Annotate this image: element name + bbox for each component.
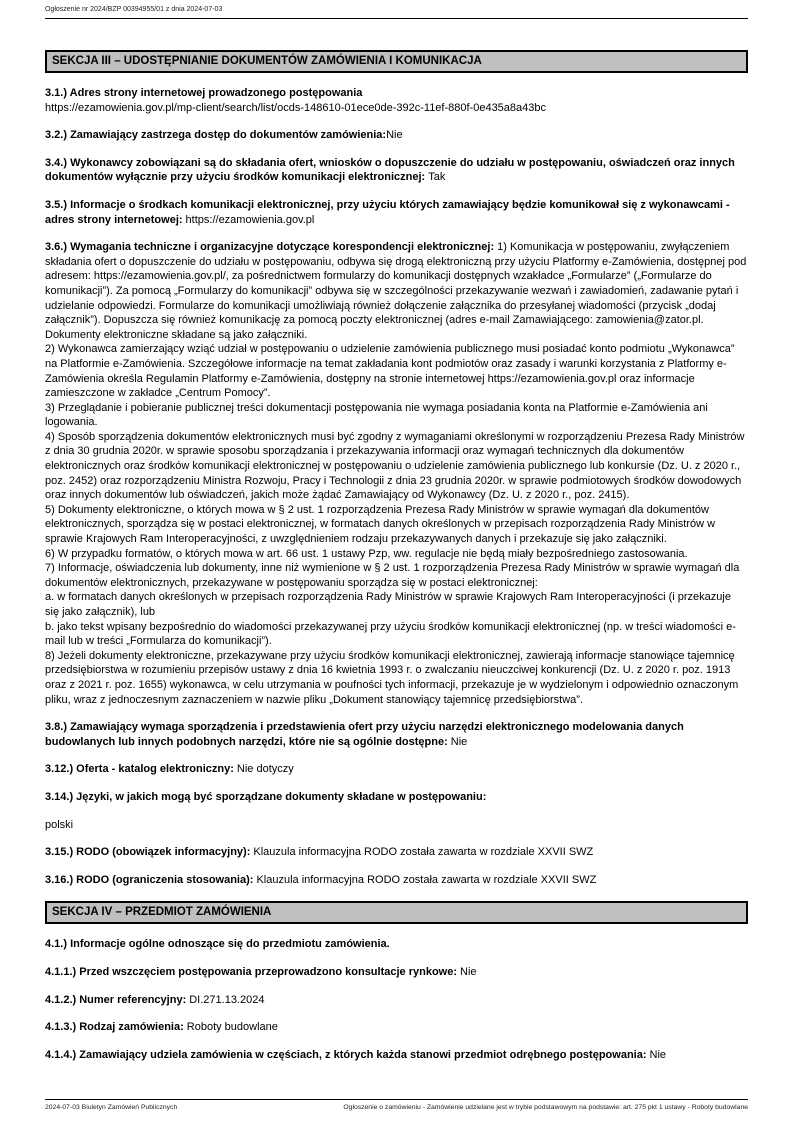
- field-4-1-1-label: 4.1.1.) Przed wszczęciem postępowania przeprowadzono konsultacje rynkowe:: [45, 965, 458, 978]
- field-3-4: [45, 156, 748, 185]
- field-4-1-2: [45, 993, 748, 1008]
- field-3-6-point-7b: b. jako tekst wpisany bezpośrednio do wiadomości przekazywanej przy użyciu środków komunikacji elektronicznej (np. w treści wiadomości e-mail lub w treści „Formularza do komunikacji”).: [45, 620, 736, 648]
- announcement-number-note: Ogłoszenie nr 2024/BZP 00394955/01 z dnia 2024-07-03: [45, 6, 748, 19]
- field-3-2: [45, 128, 748, 143]
- field-4-1-2-label: 4.1.2.) Numer referencyjny:: [45, 993, 187, 1006]
- field-4-1-4-label: 4.1.4.) Zamawiający udziela zamówienia w częściach, z których każda stanowi przedmiot odrębnego postępowania:: [45, 1048, 647, 1061]
- field-3-2-label: 3.2.) Zamawiający zastrzega dostęp do dokumentów zamówienia:: [45, 129, 387, 142]
- section-iii-header: SEKCJA III – UDOSTĘPNIANIE DOKUMENTÓW ZAMÓWIENIA I KOMUNIKACJA: [45, 50, 748, 73]
- field-3-5-value: https://ezamowienia.gov.pl: [185, 213, 315, 226]
- field-3-5-label: 3.5.) Informacje o środkach komunikacji elektronicznej, przy użyciu których zamawiający będzie komunikował się z wykonawcami - adres strony internetowej:: [45, 198, 730, 226]
- field-3-15: [45, 845, 748, 860]
- footer-announcement-type: Ogłoszenie o zamówieniu - Zamówienie udzielane jest w trybie podstawowym na podstawie: art. 275 pkt 1 ustawy - Roboty budowlane: [343, 1104, 748, 1111]
- field-3-8: [45, 720, 748, 749]
- field-3-6-point-5: 5) Dokumenty elektroniczne, o których mowa w § 2 ust. 1 rozporządzenia Prezesa Rady Ministrów w sprawie wymagań dla dokumentów elektronicznych, sporządza się w postaci elektronicznej, w formatach danych określonych w przepisach rozporządzenia Rady Ministrów w sprawie Krajowych Ram Interoperacyjności, z uwzględnieniem rodzaju przekazywanych danych i przekazuje się jako załączniki.: [45, 503, 716, 546]
- field-4-1-3-value: Roboty budowlane: [186, 1021, 278, 1034]
- field-3-6-point-4: 4) Sposób sporządzenia dokumentów elektronicznych musi być zgodny z wymaganiami określonymi w rozporządzeniu Prezesa Rady Ministrów z dnia 30 grudnia 2020r. w sprawie sposobu sporządzania i przekazywania informacji oraz wymagań technicznych dla dokumentów elektronicznych oraz środków komunikacji elektronicznej w postępowaniu o udzielenie zamówienia publicznego lub konkursie (Dz. U. z 2020 r., poz. 2452) oraz rozporządzeniu Ministra Rozwoju, Pracy i Technologii z dnia 23 grudnia 2020r. w sprawie podmiotowych środków dowodowych oraz innych dokumentów lub oświadczeń, jakich może żądać Zamawiający od Wykonawcy (Dz. U. z 2020 r., poz. 2415).: [45, 430, 745, 502]
- field-3-6-label: 3.6.) Wymagania techniczne i organizacyjne dotyczące korespondencji elektronicznej:: [45, 241, 495, 254]
- field-3-14-value: polski: [45, 818, 74, 831]
- field-3-15-label: 3.15.) RODO (obowiązek informacyjny):: [45, 846, 251, 859]
- field-3-6: [45, 240, 748, 342]
- field-3-2-value: Nie: [386, 129, 403, 142]
- field-3-15-value: Klauzula informacyjna RODO została zawarta w rozdziale XXVII SWZ: [253, 846, 594, 859]
- field-3-6-point-8: 8) Jeżeli dokumenty elektroniczne, przekazywane przy użyciu środków komunikacji elektronicznej, zawierają informacje stanowiące tajemnicę przedsiębiorstwa w rozumieniu przepisów ustawy z dnia 16 kwietnia 1993 r. o zwalczaniu nieuczciwej konkurencji (Dz. U. z 2020 r. poz. 1913 oraz z 2021 r. poz. 1655) wykonawca, w celu utrzymania w poufności tych informacji, przekazuje je w wydzielonym i odpowiednio oznaczonym pliku, wraz z jednoczesnym zaznaczeniem w nazwie pliku „Dokument stanowiący tajemnicę przedsiębiorstwa”.: [45, 649, 739, 706]
- field-3-12-label: 3.12.) Oferta - katalog elektroniczny:: [45, 763, 234, 776]
- field-3-6-point-7: 7) Informacje, oświadczenia lub dokumenty, inne niż wymienione w § 2 ust. 1 rozporządzenia Prezesa Rady Ministrów w sprawie wymagań dla dokumentów elektronicznych, przekazywane w postępowaniu sporządza się w postaci elektronicznej:: [45, 562, 740, 589]
- field-3-1: [45, 86, 748, 101]
- field-3-4-value: Tak: [428, 171, 446, 184]
- section-iv-header: SEKCJA IV – PRZEDMIOT ZAMÓWIENIA: [45, 901, 748, 924]
- field-3-16: [45, 873, 748, 888]
- field-3-1-label: 3.1.) Adres strony internetowej prowadzonego postępowania: [45, 87, 363, 99]
- field-3-14: [45, 790, 748, 805]
- field-3-4-label: 3.4.) Wykonawcy zobowiązani są do składania ofert, wniosków o dopuszczenie do udziału w postępowaniu, oświadczeń oraz innych dokumentów wyłącznie przy użyciu środków komunikacji elektronicznej:: [45, 156, 735, 184]
- field-3-16-label: 3.16.) RODO (ograniczenia stosowania):: [45, 873, 254, 886]
- field-4-1-3: [45, 1020, 748, 1035]
- field-3-14-label: 3.14.) Języki, w jakich mogą być sporządzane dokumenty składane w postępowaniu:: [45, 790, 487, 803]
- page-footer: [45, 1099, 748, 1111]
- field-4-1-2-value: DI.271.13.2024: [189, 993, 265, 1006]
- field-3-6-point-6: 6) W przypadku formatów, o których mowa w art. 66 ust. 1 ustawy Pzp, ww. regulacje nie będą miały bezpośredniego zastosowania.: [45, 547, 688, 560]
- field-3-6-point-2: 2) Wykonawca zamierzający wziąć udział w postępowaniu o udzielenie zamówienia publicznego musi posiadać konto podmiotu „Wykonawca” na Platformie e-Zamówienia. Szczegółowe informacje na temat zakładania kont podmiotów oraz zasady i warunki korzystania z Platformy e-Zamówienia określa Regulamin Platformy e-Zamówienia, dostępny na stronie internetowej https://ezamowienia.gov.pl oraz informacje zamieszczone w zakładce „Centrum Pomocy”.: [45, 343, 735, 400]
- field-3-1-value: https://ezamowienia.gov.pl/mp-client/search/list/ocds-148610-01ece0de-392c-11ef-880f-0e435a8a43bc: [45, 101, 547, 114]
- field-4-1-3-label: 4.1.3.) Rodzaj zamówienia:: [45, 1021, 184, 1034]
- field-3-6-point-3: 3) Przeglądanie i pobieranie publicznej treści dokumentacji postępowania nie wymaga posiadania konta na Platformie e-Zamówienia ani logowania.: [45, 401, 708, 429]
- field-4-1-1: [45, 965, 748, 980]
- field-4-1-4-value: Nie: [649, 1048, 667, 1061]
- field-3-5: [45, 198, 748, 227]
- field-3-6-point-7a: a. w formatach danych określonych w przepisach rozporządzenia Rady Ministrów w sprawie Krajowych Ram Interoperacyjności (i przekazuje się jako załącznik), lub: [45, 591, 731, 618]
- field-4-1-1-value: Nie: [460, 965, 477, 978]
- field-3-12-value: Nie dotyczy: [236, 763, 294, 776]
- field-4-1-label: 4.1.) Informacje ogólne odnoszące się do przedmiotu zamówienia.: [45, 938, 390, 951]
- field-4-1: [45, 937, 748, 952]
- footer-bulletin-date: 2024-07-03 Biuletyn Zamówień Publicznych: [45, 1104, 178, 1111]
- document-body: [45, 50, 748, 1062]
- field-3-8-label: 3.8.) Zamawiający wymaga sporządzenia i przedstawienia ofert przy użyciu narzędzi elektronicznego modelowania danych budowlanych lub innych podobnych narzędzi, które nie są ogólnie dostępne:: [45, 721, 684, 748]
- field-3-12: [45, 762, 748, 777]
- field-3-6-point-1: 1) Komunikacja w postępowaniu, zwyłączeniem składania ofert o dopuszczenie do udziału w postępowaniu, odbywa się drogą elektroniczną przy użyciu Platformy e-Zamówienia, dostępnej pod adresem: https://ezamowienia.gov.pl/, za pośrednictwem formularzy do komunikacji dostępnych wzakładce „Formularze” („Formularze do komunikacji”). Za pomocą „Formularzy do komunikacji” odbywa się w szczególności przekazywanie wezwań i zawiadomień, zadawanie pytań i udzielanie odpowiedzi. Formularze do komunikacji umożliwiają również dołączenie załącznika do przesyłanej wiadomości (przycisk „dodaj załącznik”). Dopuszcza się również komunikację za pomocą poczty elektronicznej (adres e-mail Zamawiającego: zamowienia@zator.pl. Dokumenty elektroniczne składane są jako załączniki.: [45, 241, 747, 341]
- field-4-1-4: [45, 1048, 748, 1063]
- field-3-8-value: Nie: [450, 735, 468, 748]
- field-3-16-value: Klauzula informacyjna RODO została zawarta w rozdziale XXVII SWZ: [256, 873, 597, 886]
